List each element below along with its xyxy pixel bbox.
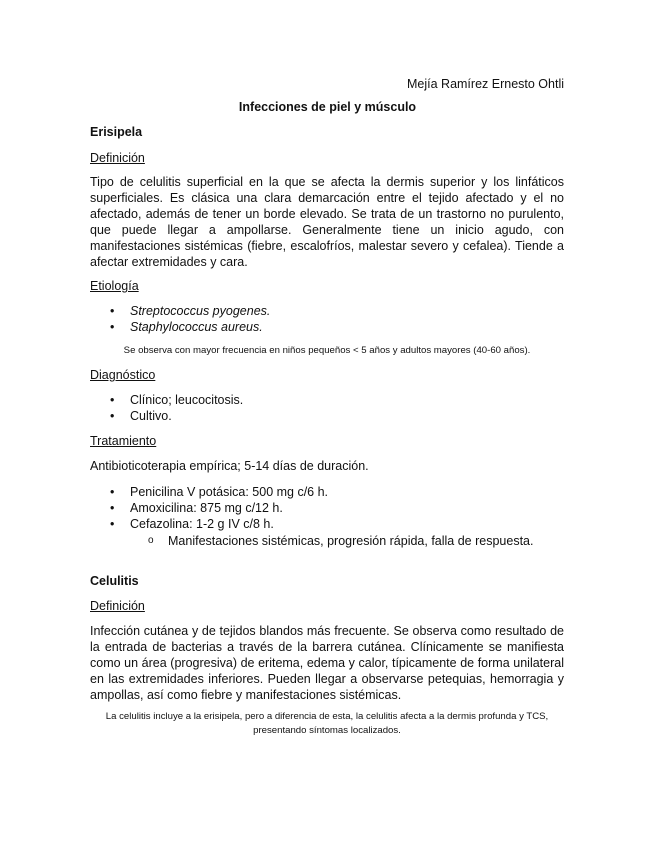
bullet-icon: • (110, 409, 115, 423)
list-item: • Streptococcus pyogenes. (110, 304, 271, 318)
list-item: • Cultivo. (110, 409, 172, 423)
bullet-icon: • (110, 485, 115, 499)
list-item: • Penicilina V potásica: 500 mg c/6 h. (110, 485, 329, 499)
tratamiento-list (90, 484, 328, 532)
diagnostico-list (90, 392, 243, 424)
bullet-icon: • (110, 501, 115, 515)
tratamiento-intro: Antibioticoterapia empírica; 5-14 días de duración. (90, 459, 369, 473)
etiologia-note: Se observa con mayor frecuencia en niños pequeños < 5 años y adultos mayores (40-60 años). (123, 345, 531, 356)
author-name: Mejía Ramírez Ernesto Ohtli (407, 77, 564, 91)
list-item: o Manifestaciones sistémicas, progresión rápida, falla de respuesta. (148, 534, 534, 548)
celulitis-note: La celulitis incluye a la erisipela, pero a diferencia de esta, la celulitis afecta a la dermis profunda y TCS, presentando síntomas localizados. (105, 711, 549, 736)
list-item: • Amoxicilina: 875 mg c/12 h. (110, 501, 283, 515)
etiologia-list (90, 303, 270, 335)
list-item: • Staphylococcus aureus. (110, 320, 263, 334)
bullet-icon: • (110, 304, 115, 318)
subheading-tratamiento: Tratamiento (90, 434, 157, 448)
section-heading-celulitis: Celulitis (90, 574, 139, 588)
tratamiento-sublist (148, 533, 533, 549)
subheading-definicion: Definición (90, 151, 145, 165)
bullet-icon: • (110, 393, 115, 407)
subheading-definicion-celulitis: Definición (90, 599, 145, 613)
bullet-icon: • (110, 517, 115, 531)
paragraph-definicion-erisipela: Tipo de celulitis superficial en la que se afecta la dermis superior y los linfáticos superficiales. Es clásica una clara demarcación entre el tejido afectado y el no afectado, además de tener un borde elevado. Se trata de un trastorno no purulento, que puede llegar a ampollarse. Generalmente tiene un inicio agudo, con manifestaciones sistémicas (fiebre, escalofríos, malestar severo y cefalea). Tiende a afectar extremidades y cara. (90, 175, 564, 269)
subheading-diagnostico: Diagnóstico (90, 368, 156, 382)
document-title: Infecciones de piel y músculo (238, 100, 417, 114)
list-item: • Clínico; leucocitosis. (110, 393, 244, 407)
circle-bullet-icon: o (148, 535, 154, 546)
paragraph-definicion-celulitis: Infección cutánea y de tejidos blandos más frecuente. Se observa como resultado de la entrada de bacterias a través de la barrera cutánea. Clínicamente se manifiesta como un área (progresiva) de eritema, edema y calor, típicamente de forma unilateral en las extremidades inferiores. Pueden llegar a observarse petequias, hemorragia y ampollas, así como fiebre y manifestaciones sistémicas. (90, 624, 564, 702)
list-item: • Cefazolina: 1-2 g IV c/8 h. (110, 517, 274, 531)
bullet-icon: • (110, 320, 115, 334)
section-heading-erisipela: Erisipela (90, 125, 143, 139)
subheading-etiologia: Etiología (90, 279, 139, 293)
